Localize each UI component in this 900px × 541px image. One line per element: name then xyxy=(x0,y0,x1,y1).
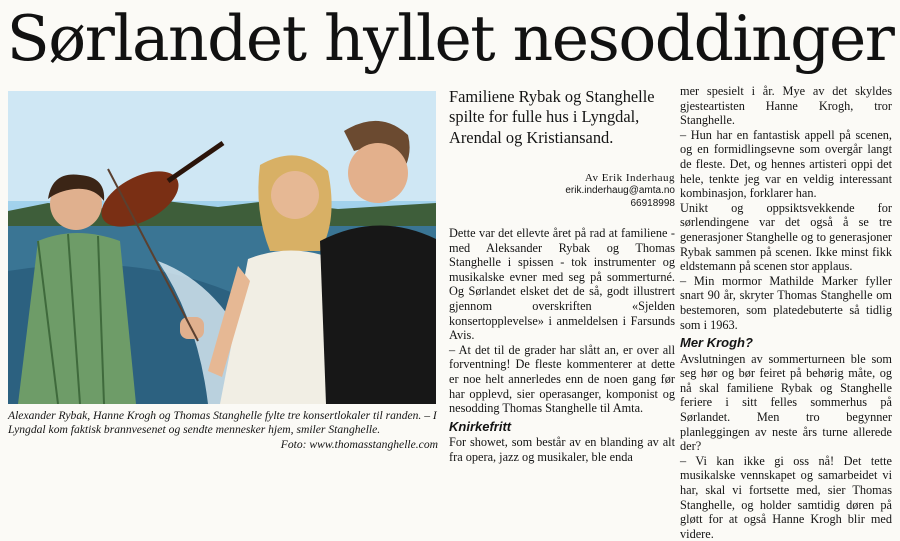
article-photo xyxy=(8,91,436,404)
photo-illustration xyxy=(8,91,436,404)
paragraph: – Vi kan ikke gi oss nå! Det tette musikalske vennskapet og samarbeidet vi har, skal vi fortsette med, sier Thomas Stanghelle, og holder samtidig døren på gløtt for at også Hanne Krogh blir med videre. xyxy=(680,453,892,541)
paragraph: Dette var det ellevte året på rad at familiene - med Aleksander Rybak og Thomas Stanghelle i spissen - tok instrumenter og musikalske evner med seg på sommerturné. Og Sørlandet elsket det de så, godt illustrert gjennom overskriften «Sjelden konsertopplevelse» i anmeldelsen i Farsunds Avis. xyxy=(449,226,675,343)
byline-name: Av Erik Inderhaug xyxy=(584,172,675,184)
headline: Sørlandet hyllet nesoddinger xyxy=(6,2,894,75)
byline-email: erik.inderhaug@amta.no xyxy=(565,185,675,196)
photo-caption xyxy=(8,409,438,452)
paragraph: – Hun har en fantastisk appell på scenen, og en formidlingsevne som overgår langt de fleste. Det, og hennes artisteri oppi det hele, tenkte jeg var en veldig interessant kombinasjon, forklarer han. xyxy=(680,127,892,201)
subheading: Mer Krogh? xyxy=(680,335,753,351)
byline-phone: 66918998 xyxy=(630,198,675,209)
article-column-2 xyxy=(449,226,675,465)
paragraph: Unikt og oppsiktsvekkende for sørlendingene var det også å se tre generasjoner Stanghelle og to generasjoner Rybak sammen på scenen. Ikke minst fikk eldstemann på scenen stor applaus. xyxy=(680,200,892,274)
paragraph: – At det til de grader har slått an, er over all forventning! De fleste kommenterer at dette er noe helt annerledes enn de noen gang før har opplevd, sier operasanger, komponist og nesodding Thomas Stanghelle til Amta. xyxy=(449,342,675,416)
paragraph: mer spesielt i år. Mye av det skyldes gjesteartisten Hanne Krogh, tror Stanghelle. xyxy=(680,84,892,128)
article-column-3 xyxy=(680,84,892,541)
paragraph: For showet, som består av en blanding av alt fra opera, jazz og musikaler, ble enda xyxy=(449,435,675,464)
subheading: Knirkefritt xyxy=(449,418,512,434)
article-intro: Familiene Rybak og Stanghelle spilte for fulle hus i Lyngdal, Arendal og Kristiansand. xyxy=(449,87,655,147)
photo-credit: Foto: www.thomasstanghelle.com xyxy=(280,437,438,451)
paragraph: Avslutningen av sommerturneen ble som seg hør og bør feiret på behørig måte, og nå skal familiene Rybak og Stanghelle feriere i sitt felles sommerhus på Sørlandet. Men tro begynner planleggingen av neste års turne allerede der? xyxy=(680,351,892,454)
caption-text: Alexander Rybak, Hanne Krogh og Thomas Stanghelle fylte tre konsertlokaler til randen. – I Lyngdal kom faktisk brannvesenet og sendte mennesker hjem, smiler Stanghelle. xyxy=(8,409,437,437)
byline xyxy=(545,172,675,210)
paragraph: – Min mormor Mathilde Marker fyller snart 90 år, skryter Thomas Stanghelle om bestemoren, som platedebuterte så tidlig som i 1963. xyxy=(680,273,892,332)
